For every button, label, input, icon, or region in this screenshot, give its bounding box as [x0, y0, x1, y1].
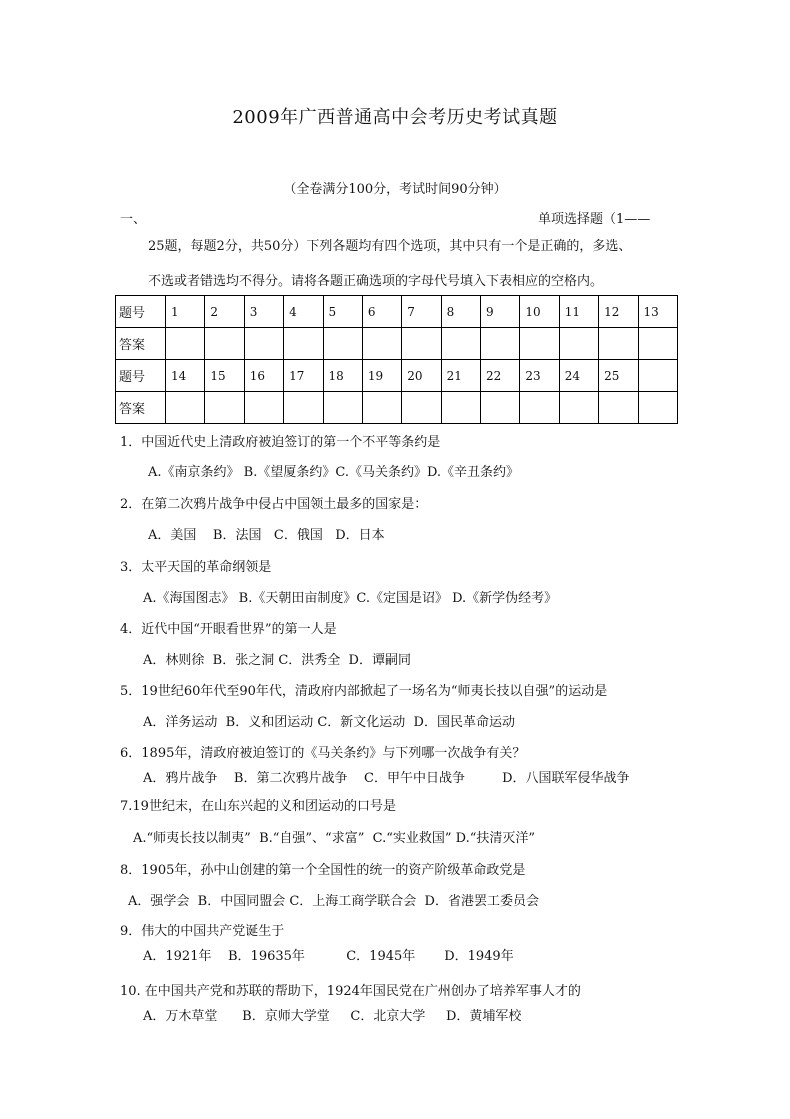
question-number-cell: 20 [402, 360, 441, 392]
answer-table [115, 295, 678, 424]
answer-table-answer-row-1 [116, 328, 678, 360]
question-number-cell: 24 [559, 360, 598, 392]
question-number-cell: 3 [244, 296, 283, 328]
question-number-cell: 19 [362, 360, 401, 392]
answer-cell[interactable] [244, 328, 283, 360]
question-2-stem: 2．在第二次鸦片战争中侵占中国领土最多的国家是： [120, 497, 428, 512]
section-number: 一、 [120, 212, 147, 227]
question-9-options: A．1921年 B．19635年 C．1945年 D．1949年 [143, 949, 514, 964]
answer-cell[interactable] [481, 392, 520, 424]
question-3-options: A.《海国图志》 B.《天朝田亩制度》C.《定国是诏》 D.《新学伪经考》 [143, 591, 558, 606]
question-number-cell: 2 [205, 296, 244, 328]
answer-cell[interactable] [559, 328, 598, 360]
question-number-cell: 21 [441, 360, 480, 392]
table-answer-label: 答案 [116, 392, 166, 424]
answer-cell[interactable] [441, 328, 480, 360]
question-1-options: A.《南京条约》 B.《望厦条约》C.《马关条约》D.《辛丑条约》 [148, 465, 520, 480]
question-3-stem: 3．太平天国的革命纲领是 [120, 560, 272, 575]
question-number-cell: 4 [284, 296, 323, 328]
question-4-stem: 4．近代中国“开眼看世界”的第一人是 [120, 622, 337, 637]
answer-cell[interactable] [520, 392, 559, 424]
answer-cell[interactable] [599, 328, 638, 360]
question-number-cell: 23 [520, 360, 559, 392]
table-header-label: 题号 [116, 360, 166, 392]
answer-cell[interactable] [323, 392, 362, 424]
question-number-cell: 12 [599, 296, 638, 328]
answer-cell[interactable] [323, 328, 362, 360]
answer-cell[interactable] [599, 392, 638, 424]
answer-cell[interactable] [205, 392, 244, 424]
question-number-cell: 15 [205, 360, 244, 392]
answer-table-number-row-2 [116, 360, 678, 392]
question-number-cell: 5 [323, 296, 362, 328]
answer-cell[interactable] [362, 328, 401, 360]
question-number-cell: 7 [402, 296, 441, 328]
answer-cell[interactable] [402, 328, 441, 360]
answer-cell[interactable] [284, 392, 323, 424]
table-header-label: 题号 [116, 296, 166, 328]
question-number-cell [638, 360, 678, 392]
question-9-stem: 9．伟大的中国共产党诞生于 [120, 924, 285, 939]
answer-cell[interactable] [244, 392, 283, 424]
question-1-stem: 1．中国近代史上清政府被迫签订的第一个不平等条约是 [120, 435, 441, 450]
answer-table-number-row-1 [116, 296, 678, 328]
question-number-cell: 8 [441, 296, 480, 328]
question-8-stem: 8．1905年，孙中山创建的第一个全国性的统一的资产阶级革命政党是 [120, 863, 526, 878]
section-instruction-line1: 25题，每题2分，共50分）下列各题均有四个选项，其中只有一个是正确的，多选、 [148, 239, 632, 254]
answer-cell[interactable] [441, 392, 480, 424]
table-answer-label: 答案 [116, 328, 166, 360]
question-number-cell: 22 [481, 360, 520, 392]
answer-cell[interactable] [166, 328, 205, 360]
page-title: 2009年广西普通高中会考历史考试真题 [232, 107, 558, 128]
answer-cell[interactable] [638, 392, 678, 424]
question-10-stem: 10. 在中国共产党和苏联的帮助下，1924年国民党在广州创办了培养军事人才的 [120, 984, 581, 999]
answer-cell[interactable] [166, 392, 205, 424]
question-5-stem: 5．19世纪60年代至90年代，清政府内部掀起了一场名为“师夷长技以自强”的运动是 [120, 684, 608, 699]
question-number-cell: 9 [481, 296, 520, 328]
question-number-cell: 6 [362, 296, 401, 328]
question-6-options: A．鸦片战争 B．第二次鸦片战争 C．甲午中日战争 D．八国联军侵华战争 [143, 771, 630, 786]
answer-cell[interactable] [559, 392, 598, 424]
question-number-cell: 16 [244, 360, 283, 392]
question-number-cell: 11 [559, 296, 598, 328]
question-6-stem: 6．1895年，清政府被迫签订的《马关条约》与下列哪一次战争有关？ [120, 746, 526, 761]
answer-cell[interactable] [205, 328, 244, 360]
section-title: 单项选择题（1—— [538, 212, 651, 227]
question-8-options: A．强学会 B．中国同盟会 C．上海工商学联合会 D．省港罢工委员会 [128, 894, 539, 909]
question-5-options: A．洋务运动 B．义和团运动 C．新文化运动 D．国民革命运动 [143, 715, 515, 730]
answer-cell[interactable] [520, 328, 559, 360]
question-2-options: A．美国 B．法国 C．俄国 D．日本 [148, 528, 385, 543]
question-number-cell: 1 [166, 296, 205, 328]
question-number-cell: 17 [284, 360, 323, 392]
question-number-cell: 10 [520, 296, 559, 328]
question-number-cell: 25 [599, 360, 638, 392]
question-number-cell: 13 [638, 296, 678, 328]
answer-cell[interactable] [402, 392, 441, 424]
question-7-stem: 7.19世纪末，在山东兴起的义和团运动的口号是 [120, 799, 396, 814]
question-number-cell: 14 [166, 360, 205, 392]
section-instruction-line2: 不选或者错选均不得分。请将各题正确选项的字母代号填入下表相应的空格内。 [148, 274, 604, 289]
question-4-options: A．林则徐 B．张之洞 C．洪秀全 D．谭嗣同 [143, 653, 411, 668]
answer-cell[interactable] [284, 328, 323, 360]
page-subtitle: （全卷满分100分，考试时间90分钟） [283, 182, 507, 197]
answer-cell[interactable] [362, 392, 401, 424]
question-7-options: A.“师夷长技以制夷” B.“自强”、“求富” C.“实业救国” D.“扶清灭洋” [133, 831, 536, 846]
answer-cell[interactable] [638, 328, 678, 360]
answer-cell[interactable] [481, 328, 520, 360]
question-number-cell: 18 [323, 360, 362, 392]
answer-table-answer-row-2 [116, 392, 678, 424]
question-10-options: A．万木草堂 B．京师大学堂 C．北京大学 D．黄埔军校 [143, 1009, 522, 1024]
